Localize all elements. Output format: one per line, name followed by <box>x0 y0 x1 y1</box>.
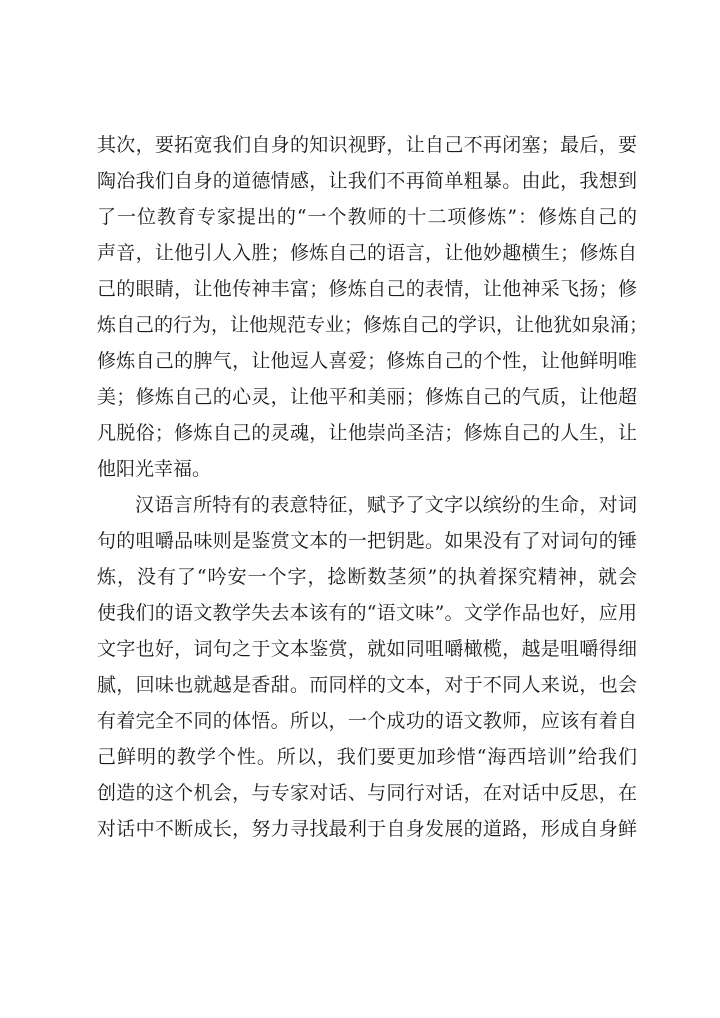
text-line: 修炼自己的脾气，让他逗人喜爱；修炼自己的个性，让他鲜明唯 <box>97 350 637 372</box>
text-line: 美；修炼自己的心灵，让他平和美丽；修炼自己的气质，让他超 <box>97 386 637 408</box>
text-line: 句的咀嚼品味则是鉴赏文本的一把钥匙。如果没有了对词句的锤 <box>97 530 637 552</box>
text-line: 有着完全不同的体悟。所以，一个成功的语文教师，应该有着自 <box>97 710 637 732</box>
text-line: 陶冶我们自身的道德情感，让我们不再简单粗暴。由此，我想到 <box>97 170 637 192</box>
text-line: 炼自己的行为，让他规范专业；修炼自己的学识，让他犹如泉涌； <box>97 314 649 336</box>
body-text <box>97 127 649 847</box>
text-line: 使我们的语文教学失去本该有的“语文味”。文学作品也好，应用 <box>97 602 637 624</box>
text-line: 己鲜明的教学个性。所以，我们要更加珍惜“海西培训”给我们 <box>97 746 637 768</box>
text-line: 炼，没有了“吟安一个字，捻断数茎须”的执着探究精神，就会 <box>97 566 637 588</box>
text-line: 腻，回味也就越是香甜。而同样的文本，对于不同人来说，也会 <box>97 674 637 696</box>
text-line: 凡脱俗；修炼自己的灵魂，让他崇尚圣洁；修炼自己的人生，让 <box>97 422 637 444</box>
text-line: 其次，要拓宽我们自身的知识视野，让自己不再闭塞；最后，要 <box>97 134 637 156</box>
text-line: 他阳光幸福。 <box>97 458 212 480</box>
text-line: 己的眼睛，让他传神丰富；修炼自己的表情，让他神采飞扬；修 <box>97 278 637 300</box>
text-line: 对话中不断成长，努力寻找最利于自身发展的道路，形成自身鲜 <box>97 818 637 840</box>
paragraph-2 <box>97 487 637 847</box>
paragraph-1 <box>97 127 649 487</box>
text-line: 了一位教育专家提出的“一个教师的十二项修炼”：修炼自己的 <box>97 206 637 228</box>
text-line: 创造的这个机会，与专家对话、与同行对话，在对话中反思，在 <box>97 782 637 804</box>
text-line: 声音，让他引人入胜；修炼自己的语言，让他妙趣横生；修炼自 <box>97 242 637 264</box>
text-line: 汉语言所特有的表意特征，赋予了文字以缤纷的生命，对词 <box>135 494 637 516</box>
text-line: 文字也好，词句之于文本鉴赏，就如同咀嚼橄榄，越是咀嚼得细 <box>97 638 637 660</box>
